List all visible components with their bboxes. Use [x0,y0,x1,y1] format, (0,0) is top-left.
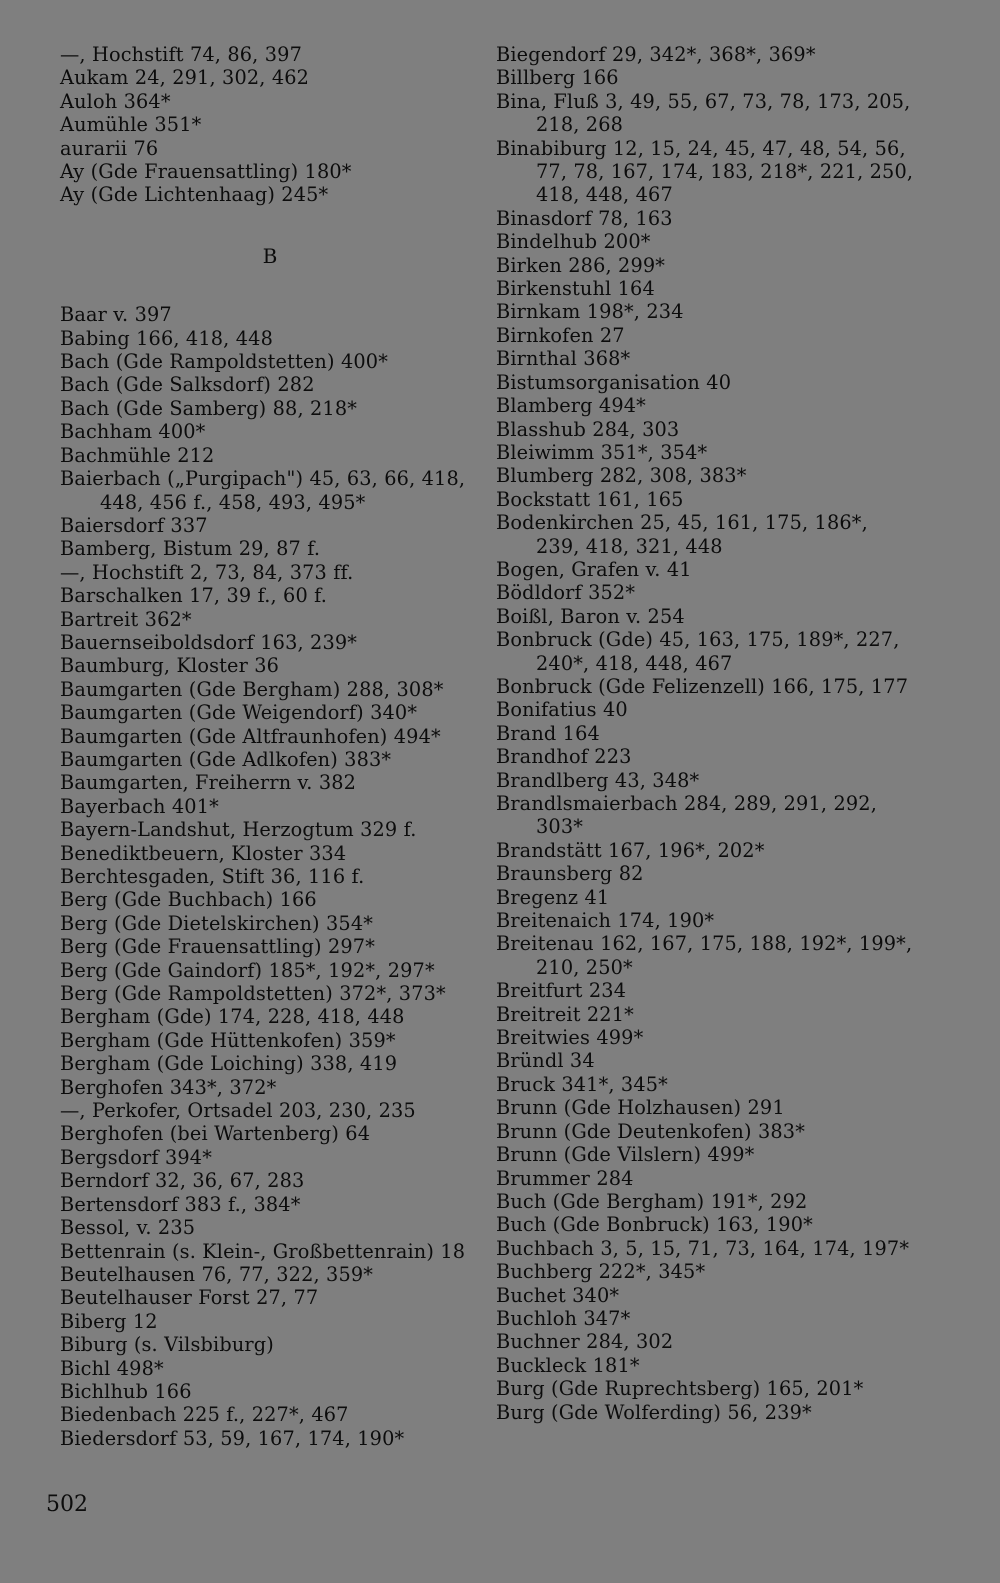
index-entry: Birnkofen 27 [496,323,625,347]
index-entry: Bindelhub 200* [496,230,651,254]
index-entry: Braunsberg 82 [496,862,644,886]
index-entry: Berg (Gde Frauensattling) 297* [60,935,375,959]
index-entry: Bach (Gde Salksdorf) 282 [60,373,315,397]
index-entry: Babing 166, 418, 448 [60,326,273,350]
index-entry: Biberg 12 [60,1309,158,1333]
index-entry: Beutelhauser Forst 27, 77 [60,1286,319,1310]
index-entry: Benediktbeuern, Kloster 334 [60,841,347,865]
index-column-left [60,43,480,1450]
index-entry: Buchloh 347* [496,1306,631,1330]
index-entry: Brand 164 [496,721,600,745]
entries-group-a [60,43,480,207]
index-entry: Baar v. 397 [60,303,172,327]
index-entry: Bergham (Gde Hüttenkofen) 359* [60,1028,396,1052]
index-entry: Bichlhub 166 [60,1379,192,1403]
index-entry: Bregenz 41 [496,885,610,909]
index-entry: Burg (Gde Ruprechtsberg) 165, 201* [496,1377,864,1401]
index-entry: Bruck 341*, 345* [496,1072,668,1096]
section-heading-b: B [262,243,278,268]
index-entry: Brummer 284 [496,1166,634,1190]
index-entry: Binabiburg 12, 15, 24, 45, 47, 48, 54, 56, 77, 78, 167, 174, 183, 218*, 221, 250, 418, 448, 467 [496,136,920,207]
index-entry: Berg (Gde Buchbach) 166 [60,888,317,912]
index-entry: Baumburg, Kloster 36 [60,654,280,678]
index-entry: Berghofen (bei Wartenberg) 64 [60,1122,371,1146]
index-entry: Bauernseiboldsdorf 163, 239* [60,630,358,654]
index-entry: —, Hochstift 2, 73, 84, 373 ff. [60,560,354,584]
index-entry: Bergham (Gde Loiching) 338, 419 [60,1052,398,1076]
index-entry: Brandhof 223 [496,745,632,769]
index-entry: Birnthal 368* [496,347,631,371]
index-entry: Bonbruck (Gde Felizenzell) 166, 175, 177 [496,674,909,698]
index-entry: Aumühle 351* [60,113,202,137]
index-entry: Bartreit 362* [60,607,192,631]
index-entry: Boißl, Baron v. 254 [496,604,685,628]
index-entry: Bonifatius 40 [496,698,628,722]
index-entry: Bodenkirchen 25, 45, 161, 175, 186*, 239, 418, 321, 448 [496,511,875,558]
index-entry: Breitreit 221* [496,1002,634,1026]
index-entry: Bergham (Gde) 174, 228, 418, 448 [60,1005,405,1029]
index-entry: Bogen, Grafen v. 41 [496,557,692,581]
index-entry: Birken 286, 299* [496,253,666,277]
index-entry: Barschalken 17, 39 f., 60 f. [60,584,328,608]
index-entry: Bach (Gde Rampoldstetten) 400* [60,350,388,374]
index-entry: Biedersdorf 53, 59, 167, 174, 190* [60,1426,405,1450]
index-entry: Blasshub 284, 303 [496,417,680,441]
index-entry: Auloh 364* [60,89,171,113]
index-entry: Biedenbach 225 f., 227*, 467 [60,1403,349,1427]
index-entry: Ay (Gde Lichtenhaag) 245* [60,183,329,207]
index-entry: Berndorf 32, 36, 67, 283 [60,1169,305,1193]
index-entry: Bleiwimm 351*, 354* [496,440,708,464]
index-entry: Bergsdorf 394* [60,1145,213,1169]
entries-group-right [496,43,920,1424]
index-entry: Buch (Gde Bonbruck) 163, 190* [496,1213,813,1237]
index-entry: —, Hochstift 74, 86, 397 [60,43,302,66]
page-number: 502 [46,1492,88,1517]
index-entry: Breitenaich 174, 190* [496,909,715,933]
index-entry: Buch (Gde Bergham) 191*, 292 [496,1189,808,1213]
index-entry: Buchbach 3, 5, 15, 71, 73, 164, 174, 197* [496,1236,910,1260]
index-entry: Ay (Gde Frauensattling) 180* [60,160,352,184]
index-entry: Birnkam 198*, 234 [496,300,684,324]
index-entry: Baumgarten, Freiherrn v. 382 [60,771,357,795]
index-entry: Buckleck 181* [496,1353,640,1377]
index-entry: Bayerbach 401* [60,794,219,818]
index-entry: Biburg (s. Vilsbiburg) [60,1333,274,1357]
index-entry: Baumgarten (Gde Altfraunhofen) 494* [60,724,441,748]
index-entry: Brandlsmaierbach 284, 289, 291, 292, 303* [496,792,884,839]
index-entry: Baierbach („Purgipach") 45, 63, 66, 418, 448, 456 f., 458, 493, 495* [60,467,472,514]
index-entry: Bamberg, Bistum 29, 87 f. [60,537,321,561]
index-entry: Blamberg 494* [496,394,646,418]
index-entry: Buchner 284, 302 [496,1330,674,1354]
index-entry: Bayern-Landshut, Herzogtum 329 f. [60,818,417,842]
index-entry: Baiersdorf 337 [60,513,208,537]
index-entry: Breitwies 499* [496,1026,644,1050]
index-entry: Burg (Gde Wolferding) 56, 239* [496,1400,812,1424]
index-entry: Breitenau 162, 167, 175, 188, 192*, 199*, 210, 250* [496,932,919,979]
index-entry: —, Perkofer, Ortsadel 203, 230, 235 [60,1099,416,1123]
index-entry: Bachmühle 212 [60,443,215,467]
index-entry: Breitfurt 234 [496,979,627,1003]
index-entry: Bach (Gde Samberg) 88, 218* [60,396,358,420]
index-entry: Brandlberg 43, 348* [496,768,700,792]
index-entry: Bründl 34 [496,1049,595,1073]
index-entry: Bistumsorganisation 40 [496,370,732,394]
index-entry: Bettenrain (s. Klein-, Großbettenrain) 18 [60,1239,466,1263]
index-entry: Brandstätt 167, 196*, 202* [496,838,765,862]
index-entry: Brunn (Gde Vilslern) 499* [496,1143,755,1167]
index-entry: Brunn (Gde Holzhausen) 291 [496,1096,785,1120]
index-entry: Berchtesgaden, Stift 36, 116 f. [60,865,365,888]
index-entry: Baumgarten (Gde Bergham) 288, 308* [60,677,444,701]
index-entry: Bonbruck (Gde) 45, 163, 175, 189*, 227, 240*, 418, 448, 467 [496,628,906,675]
index-entry: Baumgarten (Gde Weigendorf) 340* [60,701,418,725]
index-entry: Bichl 498* [60,1356,164,1380]
index-entry: Blumberg 282, 308, 383* [496,464,747,488]
index-entry: Buchberg 222*, 345* [496,1260,706,1284]
index-entry: Berg (Gde Dietelskirchen) 354* [60,911,374,935]
entries-group-b [60,303,480,1450]
index-entry: Bessol, v. 235 [60,1216,196,1240]
index-entry: Bertensdorf 383 f., 384* [60,1192,301,1216]
index-entry: Baumgarten (Gde Adlkofen) 383* [60,747,392,771]
index-entry: Biegendorf 29, 342*, 368*, 369* [496,43,816,66]
index-entry: Berg (Gde Gaindorf) 185*, 192*, 297* [60,958,435,982]
index-entry: Bockstatt 161, 165 [496,487,684,511]
index-entry: aurarii 76 [60,136,159,160]
index-entry: Berg (Gde Rampoldstetten) 372*, 373* [60,982,446,1006]
index-entry: Aukam 24, 291, 302, 462 [60,66,310,90]
index-entry: Brunn (Gde Deutenkofen) 383* [496,1119,805,1143]
index-entry: Berghofen 343*, 372* [60,1075,277,1099]
index-entry: Billberg 166 [496,66,619,90]
index-entry: Buchet 340* [496,1283,620,1307]
index-entry: Beutelhausen 76, 77, 322, 359* [60,1262,374,1286]
index-entry: Bödldorf 352* [496,581,636,605]
index-entry: Bina, Fluß 3, 49, 55, 67, 73, 78, 173, 205, 218, 268 [496,89,917,137]
index-column-right [496,43,920,1424]
index-entry: Bachham 400* [60,420,206,444]
index-entry: Birkenstuhl 164 [496,277,655,301]
index-entry: Binasdorf 78, 163 [496,206,673,230]
